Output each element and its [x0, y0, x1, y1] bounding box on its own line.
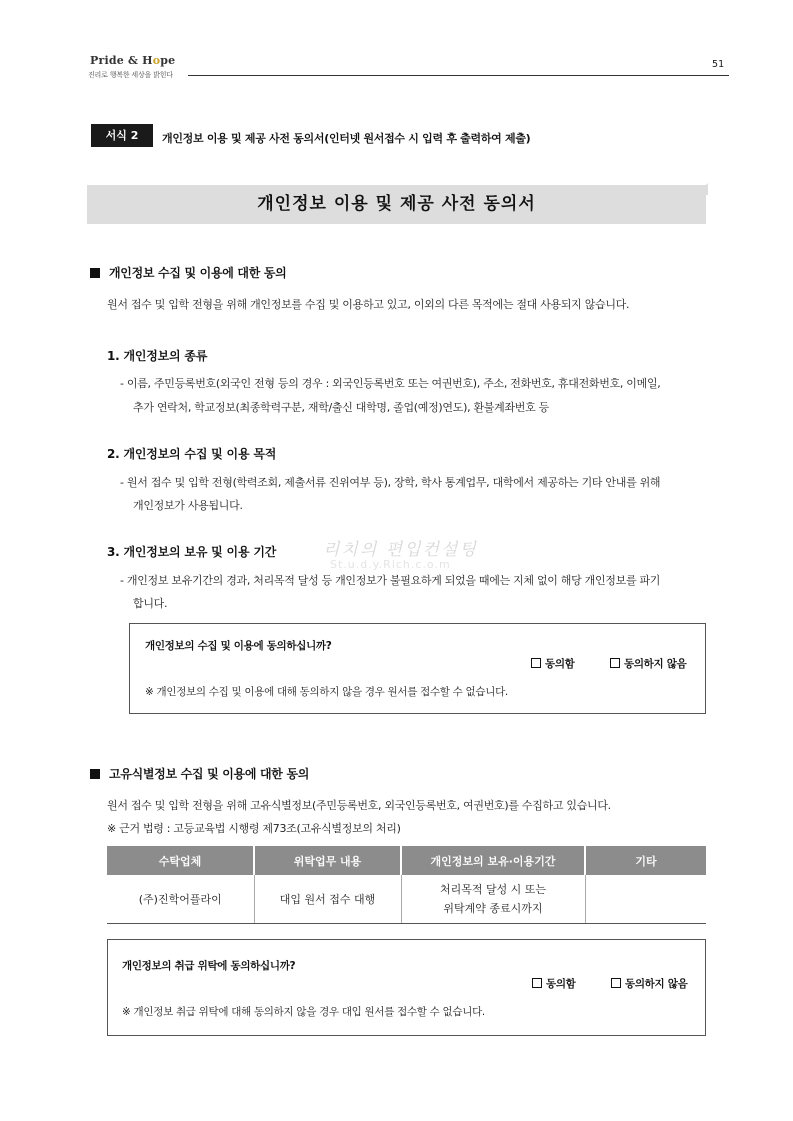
- legal-basis: ※ 근거 법령 : 고등교육법 시행령 제73조(고유식별정보의 처리): [107, 822, 401, 835]
- table-header-row: [107, 846, 706, 875]
- cell-task: 대입 원서 접수 대행: [254, 875, 401, 924]
- item2-line1: - 원서 접수 및 입학 전형(학력조회, 제출서류 진위여부 등), 장학, 학사 통계업무, 대학에서 제공하는 기타 안내를 위해: [120, 476, 661, 489]
- form-title: 개인정보 이용 및 제공 사전 동의서(인터넷 원서접수 시 입력 후 출력하여 제출): [162, 132, 531, 145]
- item1-heading: 1. 개인정보의 종류: [107, 349, 208, 363]
- checkbox-icon[interactable]: [531, 658, 541, 668]
- document-title: 개인정보 이용 및 제공 사전 동의서: [257, 194, 536, 214]
- item2-heading: 2. 개인정보의 수집 및 이용 목적: [107, 447, 277, 461]
- page-number: 51: [712, 59, 725, 70]
- section1-heading: 개인정보 수집 및 이용에 대한 동의: [90, 264, 286, 281]
- trust-table: [107, 846, 706, 924]
- checkbox-icon[interactable]: [611, 978, 621, 988]
- item3-line1: - 개인정보 보유기간의 경과, 처리목적 달성 등 개인정보가 불필요하게 되었을 때에는 지체 없이 해당 개인정보를 파기: [120, 574, 661, 587]
- table-row: [107, 875, 706, 924]
- col-header-period: 개인정보의 보유·이용기간: [401, 846, 585, 875]
- checkbox-icon[interactable]: [532, 978, 542, 988]
- item1-line2: 추가 연락처, 학교정보(최종학력구분, 재학/출신 대학명, 졸업(예정)연도), 환불계좌번호 등: [133, 401, 549, 414]
- square-bullet-icon: [90, 268, 100, 278]
- item2-line2: 개인정보가 사용됩니다.: [133, 499, 243, 512]
- section2-intro: 원서 접수 및 입학 전형을 위해 고유식별정보(주민등록번호, 외국인등록번호, 여권번호)를 수집하고 있습니다.: [107, 799, 611, 812]
- consent-question: 개인정보의 수집 및 이용에 동의하십니까?: [145, 640, 332, 652]
- disagree-checkbox[interactable]: 동의하지 않음: [610, 656, 686, 671]
- brand-logo: Pride & Hope: [90, 54, 176, 67]
- col-header-etc: 기타: [585, 846, 706, 875]
- consent-box-collection: [129, 623, 706, 714]
- cell-etc: [585, 875, 706, 924]
- item3-line2: 합니다.: [133, 597, 168, 610]
- agree-checkbox[interactable]: 동의함: [531, 656, 575, 671]
- disagree-checkbox[interactable]: 동의하지 않음: [611, 976, 687, 991]
- section1-intro: 원서 접수 및 입학 전형을 위해 개인정보를 수집 및 이용하고 있고, 이외의 다른 목적에는 절대 사용되지 않습니다.: [107, 298, 630, 311]
- cell-company: (주)진학어플라이: [107, 875, 254, 924]
- consent-question: 개인정보의 취급 위탁에 동의하십니까?: [122, 960, 296, 972]
- consent-note: ※ 개인정보의 수집 및 이용에 대해 동의하지 않을 경우 원서를 접수할 수 없습니다.: [145, 686, 508, 698]
- section2-heading: 고유식별정보 수집 및 이용에 대한 동의: [90, 765, 309, 782]
- consent-box-entrustment: [107, 939, 706, 1036]
- cell-period: 처리목적 달성 시 또는 위탁계약 종료시까지: [401, 875, 585, 924]
- form-number-tag: 서식 2: [91, 124, 153, 147]
- consent-note: ※ 개인정보 취급 위탁에 대해 동의하지 않을 경우 대입 원서를 접수할 수 없습니다.: [122, 1006, 485, 1018]
- watermark-url: St.u.d.y.Rich.c.o.m: [330, 558, 451, 571]
- col-header-task: 위탁업무 내용: [254, 846, 401, 875]
- watermark-text: 리치의 편입컨설팅: [323, 540, 478, 560]
- header-divider: [188, 75, 729, 76]
- col-header-company: 수탁업체: [107, 846, 254, 875]
- agree-checkbox[interactable]: 동의함: [532, 976, 576, 991]
- item1-line1: - 이름, 주민등록번호(외국인 전형 등의 경우 : 외국인등록번호 또는 여권번호), 주소, 전화번호, 휴대전화번호, 이메일,: [120, 377, 661, 390]
- item3-heading: 3. 개인정보의 보유 및 이용 기간: [107, 545, 277, 559]
- brand-slogan: 진리로 행복한 세상을 밝힌다: [88, 71, 173, 79]
- square-bullet-icon: [90, 769, 100, 779]
- checkbox-icon[interactable]: [610, 658, 620, 668]
